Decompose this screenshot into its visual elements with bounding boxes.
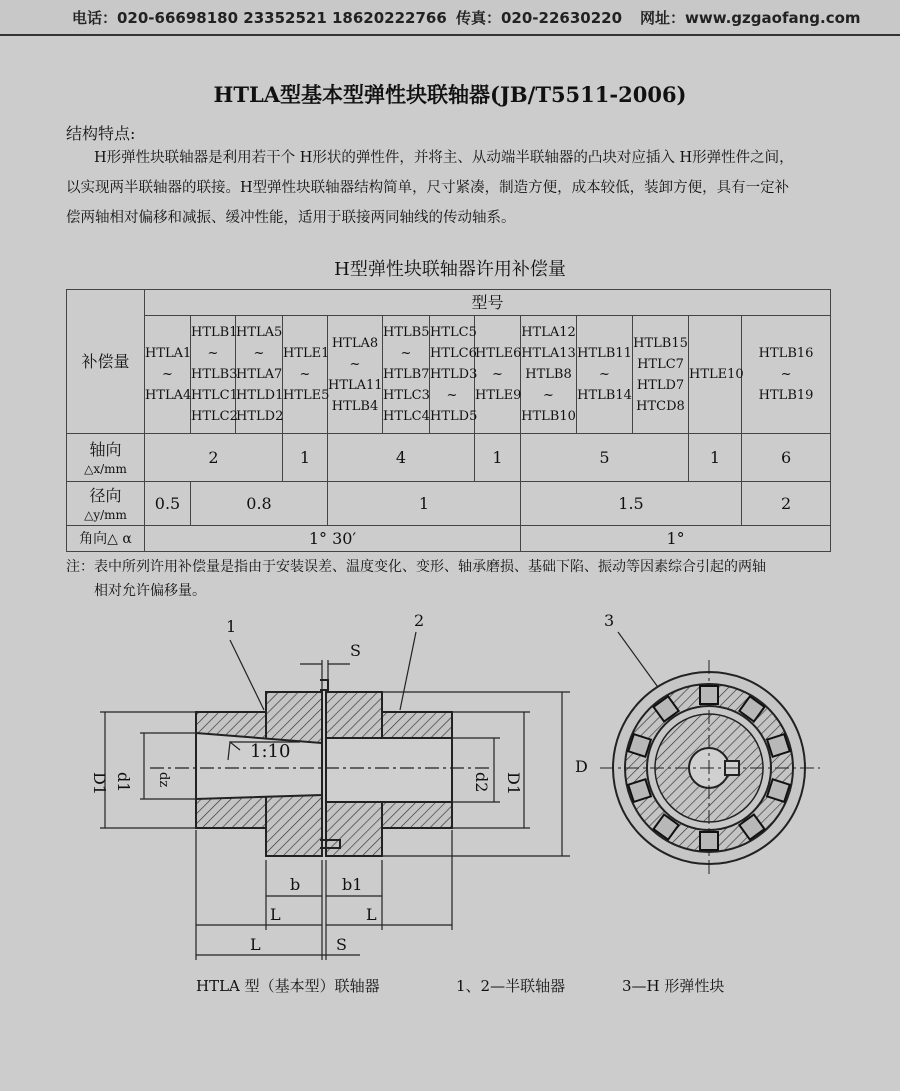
website-link[interactable]: 网址：www.gzgaofang.com [640, 9, 861, 27]
label-b1: b1 [342, 875, 363, 894]
document-title: HTLA型基本型弹性块联轴器(JB/T5511-2006) [213, 82, 687, 107]
model-line: HTLD3 [430, 367, 478, 382]
model-line: ~ [162, 367, 173, 382]
model-line: ~ [253, 346, 265, 361]
model-line: ~ [349, 356, 361, 372]
model-line: HTLA12 [521, 325, 576, 340]
model-line: HTCD8 [636, 398, 685, 414]
model-line: ~ [299, 367, 311, 382]
axial-value: 1 [689, 434, 742, 482]
axial-label-cell [67, 434, 145, 482]
model-line: HTLB5 [383, 325, 430, 340]
model-line: ~ [543, 388, 554, 403]
model-cell [742, 316, 831, 434]
contact-header-bar [0, 0, 900, 36]
axial-unit: △x/mm [84, 461, 127, 476]
model-line: HTLE6 [475, 346, 522, 361]
caption-parts: 1、2—半联轴器 [456, 977, 566, 995]
label-dz: dz [156, 772, 171, 788]
radial-value: 1.5 [521, 482, 742, 526]
label-taper: 1:10 [250, 741, 291, 762]
callout-2: 2 [414, 611, 425, 630]
features-line-2: 以实现两半联轴器的联接。H型弹性块联轴器结构简单，尺寸紧凑，制造方便，成本较低，装卸方便，具有一定补 [66, 180, 790, 196]
radial-unit: △y/mm [84, 507, 127, 522]
model-header: 型号 [145, 290, 831, 316]
model-line: HTLA7 [236, 367, 283, 382]
angular-label: 角向△ α [67, 526, 145, 552]
model-line: HTLA8 [331, 335, 379, 351]
axial-value: 6 [742, 434, 831, 482]
model-line: ~ [599, 367, 610, 382]
angular-value: 1° [521, 526, 831, 552]
model-line: HTLC1 [191, 388, 238, 403]
model-line: ~ [446, 388, 458, 403]
model-line: HTLE10 [689, 367, 744, 382]
model-line: HTLB10 [521, 409, 576, 424]
callout-3: 3 [604, 611, 615, 630]
model-line: HTLB14 [577, 388, 632, 403]
model-line: HTLB7 [383, 367, 430, 382]
label-l-left: L [270, 905, 281, 924]
features-heading: 结构特点: [66, 124, 136, 143]
h-elastic-block [700, 686, 718, 704]
label-s-bottom: S [336, 935, 347, 954]
label-d: D [575, 757, 588, 776]
label-l-right: L [366, 905, 377, 924]
model-line: HTLE5 [283, 388, 330, 403]
model-cell [283, 316, 328, 434]
model-cell [328, 316, 383, 434]
model-line: HTLC5 [430, 325, 477, 340]
model-cell [145, 316, 191, 434]
model-cell [475, 316, 521, 434]
model-line: HTLC2 [191, 409, 238, 424]
note-line-1: 注：表中所列许用补偿量是指由于安装误差、温度变化、变形、轴承磨损、基础下陷、振动等因素综合引起的两轴 [66, 559, 766, 575]
model-line: HTLC4 [383, 409, 430, 424]
model-line: ~ [780, 367, 792, 382]
compensation-table [66, 289, 831, 552]
model-cell [236, 316, 283, 434]
caption-block: 3—H 形弹性块 [622, 977, 725, 995]
model-line: HTLD2 [236, 409, 284, 424]
radial-label-cell [67, 482, 145, 526]
model-line: ~ [400, 346, 412, 361]
label-b: b [290, 875, 301, 894]
model-cell [633, 316, 689, 434]
model-line: HTLB8 [525, 367, 572, 382]
model-line: HTLC3 [383, 388, 430, 403]
model-line: HTLB19 [758, 388, 814, 403]
model-line: HTLB11 [577, 346, 632, 361]
model-cell [577, 316, 633, 434]
axial-value: 2 [145, 434, 283, 482]
axial-value: 1 [475, 434, 521, 482]
table-note [66, 555, 846, 603]
label-d1-right: D1 [504, 772, 523, 796]
model-line: HTLA1 [145, 346, 192, 361]
model-line: HTLC6 [430, 346, 477, 361]
radial-value: 1 [328, 482, 521, 526]
features-line-1: H形弹性块联轴器是利用若干个 H形状的弹性件，并将主、从动端半联轴器的凸块对应插入 H形弹性件之间， [94, 150, 794, 166]
phone-text: 电话：020-66698180 23352521 18620222766 [72, 9, 447, 27]
features-paragraph [66, 143, 846, 233]
callout-1: 1 [226, 617, 237, 636]
radial-value: 0.5 [145, 482, 191, 526]
coupling-drawing [0, 600, 900, 970]
model-cell [689, 316, 742, 434]
table-title: H型弹性块联轴器许用补偿量 [334, 259, 566, 280]
model-row [67, 316, 831, 434]
axial-value: 4 [328, 434, 475, 482]
h-elastic-block [700, 832, 718, 850]
angular-value: 1° 30′ [145, 526, 521, 552]
model-line: ~ [207, 346, 219, 361]
model-line: HTLA5 [236, 325, 283, 340]
label-d1-small: d1 [114, 772, 133, 793]
model-cell [430, 316, 478, 434]
right-half-coupling [326, 692, 452, 856]
radial-value: 0.8 [191, 482, 328, 526]
model-line: ~ [492, 367, 503, 382]
model-line: HTLD1 [236, 388, 284, 403]
label-l-bottom: L [250, 935, 261, 954]
model-line: HTLC7 [637, 356, 684, 372]
model-line: HTLD5 [430, 409, 478, 424]
axial-label: 轴向 [89, 439, 122, 459]
axial-value: 5 [521, 434, 689, 482]
caption-main: HTLA 型（基本型）联轴器 [196, 977, 380, 995]
radial-value: 2 [742, 482, 831, 526]
fax-text: 传真：020-22630220 [456, 9, 623, 27]
model-line: HTLB16 [758, 346, 814, 361]
radial-label: 径向 [89, 485, 122, 505]
axial-value: 1 [283, 434, 328, 482]
model-line: HTLA11 [328, 377, 383, 393]
row-header-compensation: 补偿量 [67, 290, 145, 434]
model-line: HTLB3 [191, 367, 238, 382]
model-cell [191, 316, 236, 434]
model-line: HTLA13 [521, 346, 576, 361]
left-half-coupling [196, 692, 322, 856]
section-view [600, 660, 820, 876]
model-line: HTLD7 [636, 377, 685, 393]
model-line: HTLE9 [475, 388, 522, 403]
features-line-3: 偿两轴相对偏移和减振、缓冲性能，适用于联接两同轴线的传动轴系。 [66, 210, 516, 226]
note-line-2: 相对允许偏移量。 [94, 583, 206, 599]
model-cell [521, 316, 577, 434]
model-line: HTLA4 [145, 388, 192, 403]
label-s-top: S [350, 641, 361, 660]
model-line: HTLB4 [331, 398, 379, 414]
model-line: HTLB1 [191, 325, 238, 340]
label-d1-left: D1 [90, 772, 109, 796]
model-line: HTLE1 [283, 346, 330, 361]
model-line: HTLB15 [633, 335, 688, 351]
model-cell [383, 316, 430, 434]
label-d2: d2 [472, 772, 491, 793]
